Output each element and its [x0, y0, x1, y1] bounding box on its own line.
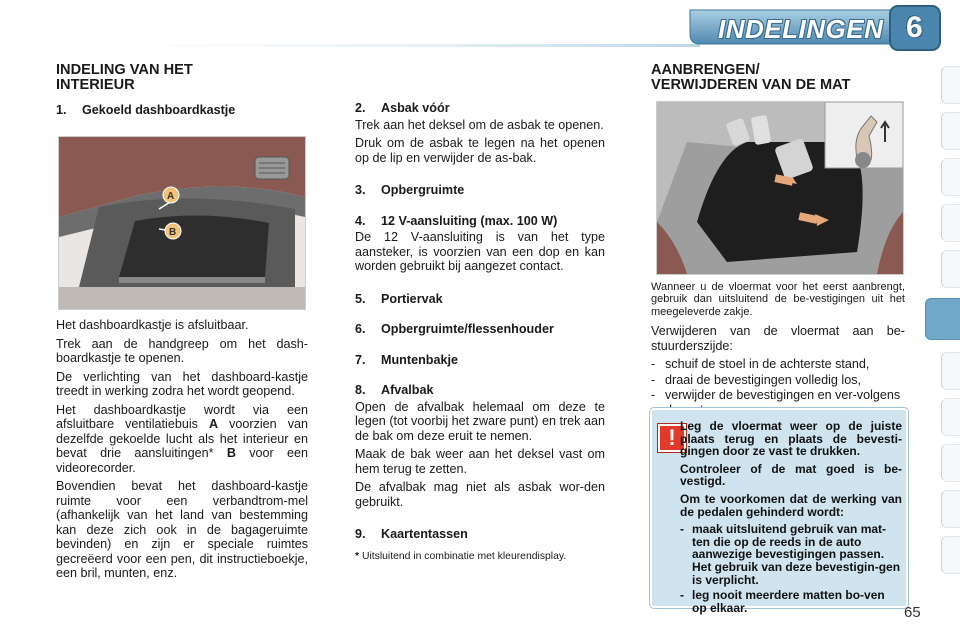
paragraph: Trek aan de handgreep om het dash-boardkastje te openen. [56, 336, 308, 365]
paragraph: Verwijderen van de vloermat aan be-stuurderszijde: [651, 324, 905, 353]
left-column [56, 63, 308, 120]
list-item: - verwijder de bevestigingen en ver-volgens [651, 388, 901, 403]
item-heading: 3. Opbergruimte [355, 183, 465, 197]
item-heading: 5. Portiervak [355, 291, 443, 306]
floor-mat-photo [656, 101, 904, 275]
right-column-text [651, 281, 905, 418]
item-heading: 6. Opbergruimte/flessenhouder [355, 322, 554, 336]
chapter-tabs [926, 66, 960, 626]
chapter-tab[interactable] [941, 444, 960, 482]
paragraph: De afvalbak mag niet als asbak wor-den gebruikt. [355, 480, 605, 509]
chapter-tab[interactable] [941, 158, 960, 196]
chapter-tab[interactable] [941, 536, 960, 574]
chapter-tab[interactable] [941, 398, 960, 436]
paragraph: De 12 V-aansluiting is van het type aansteker, is voorzien van een dop en kan worden gebruikt bij aangezet contact. [355, 230, 605, 273]
paragraph: Trek aan het deksel om de asbak te openen. [355, 117, 604, 132]
list-item: - maak uitsluitend gebruik van mat-ten die op de reeds in de auto aanwezige bevestigingen passen. Het gebruik van deze bevestigin-gen is verplicht. [680, 522, 901, 587]
chapter-tab-active[interactable] [925, 298, 960, 340]
paragraph: De verlichting van het dashboard-kastje treedt in werking zodra het wordt geopend. [56, 369, 308, 398]
chapter-tab[interactable] [941, 66, 960, 104]
photo-label-a: A [167, 191, 175, 202]
list-item: - schuif de stoel in de achterste stand, [651, 357, 870, 372]
middle-column [355, 101, 605, 564]
paragraph: Het dashboardkastje wordt via een afsluitbare ventilatiebuis A voorzien van dezelfde gekoelde lucht als het interieur en bevat drie aansluitingen* B voor een videorecorder. [56, 402, 309, 475]
chapter-number: 6 [906, 11, 923, 44]
chapter-tab[interactable] [941, 112, 960, 150]
chapter-tab[interactable] [941, 490, 960, 528]
paragraph: Druk om de asbak te legen na het openen op de lip en verwijder de as-bak. [355, 136, 605, 165]
warning-box [650, 408, 908, 615]
paragraph: Maak de bak weer aan het deksel vast om hem terug te zetten. [355, 447, 605, 476]
item-heading: 4. 12 V-aansluiting (max. 100 W) [355, 213, 558, 228]
paragraph: Bovendien bevat het dashboard-kastje ruimte voor een verbandtrom-mel (afhankelijk van het land van bestemming kan deze zich ook in de bagageruimte bevinden) en zijn er speciale ruimtes gecreëerd voor een pen, dit instructieboekje, een bril, munten, enz. [56, 479, 308, 580]
item-heading: 7. Muntenbakje [355, 352, 458, 367]
chapter-tab[interactable] [941, 352, 960, 390]
photo-caption: Wanneer u de vloermat voor het eerst aanbrengt, gebruik dan uitsluitend de be-vestigingen uit het meegeleverde zakje. [651, 281, 905, 318]
page-number: 65 [904, 604, 921, 621]
chapter-title: INDELINGEN [718, 14, 884, 44]
photo-label-b: B [169, 227, 177, 238]
footnote: * Uitsluitend in combinatie met kleurendisplay. [355, 550, 567, 562]
page-header [0, 0, 960, 60]
item-heading: 8. Afvalbak [355, 383, 434, 397]
chapter-tab[interactable] [941, 204, 960, 242]
item-heading: 1. Gekoeld dashboardkastje [56, 103, 236, 117]
list-item: - leg nooit meerdere matten bo-ven op elkaar. [680, 588, 885, 615]
glovebox-photo [58, 136, 306, 310]
list-item: - draai de bevestigingen volledig los, [651, 372, 862, 387]
left-column-text [56, 318, 308, 585]
item-heading: 2. Asbak vóór [355, 101, 450, 115]
section-title-mat: AANBRENGEN/ VERWIJDEREN VAN DE MAT [651, 62, 851, 93]
warning-icon: ! [658, 424, 686, 452]
section-title-interior: INDELING VAN HET INTERIEUR [56, 62, 193, 93]
right-column-title [651, 63, 907, 93]
paragraph: Het dashboardkastje is afsluitbaar. [56, 318, 249, 332]
warning-text: Leg de vloermat weer op de juiste plaats terug en plaats de bevesti-gingen door ze vast te drukken. Controleer of de mat goed is be-vestigd. Om te voorkomen dat de werking van de pedalen gehinderd wordt: - maak uitsluitend gebruik van mat-ten die op de reeds in de auto aanwezige bevestigingen passen. Het gebruik van deze bevestigin-gen is verplicht. - leg nooit meerdere matten bo-ven op elkaar. [680, 419, 902, 615]
chapter-tab[interactable] [941, 250, 960, 288]
item-heading: 9. Kaartentassen [355, 527, 468, 541]
paragraph: Open de afvalbak helemaal om deze te legen (tot voorbij het zware punt) en trek aan de bak om deze eruit te nemen. [355, 399, 605, 443]
